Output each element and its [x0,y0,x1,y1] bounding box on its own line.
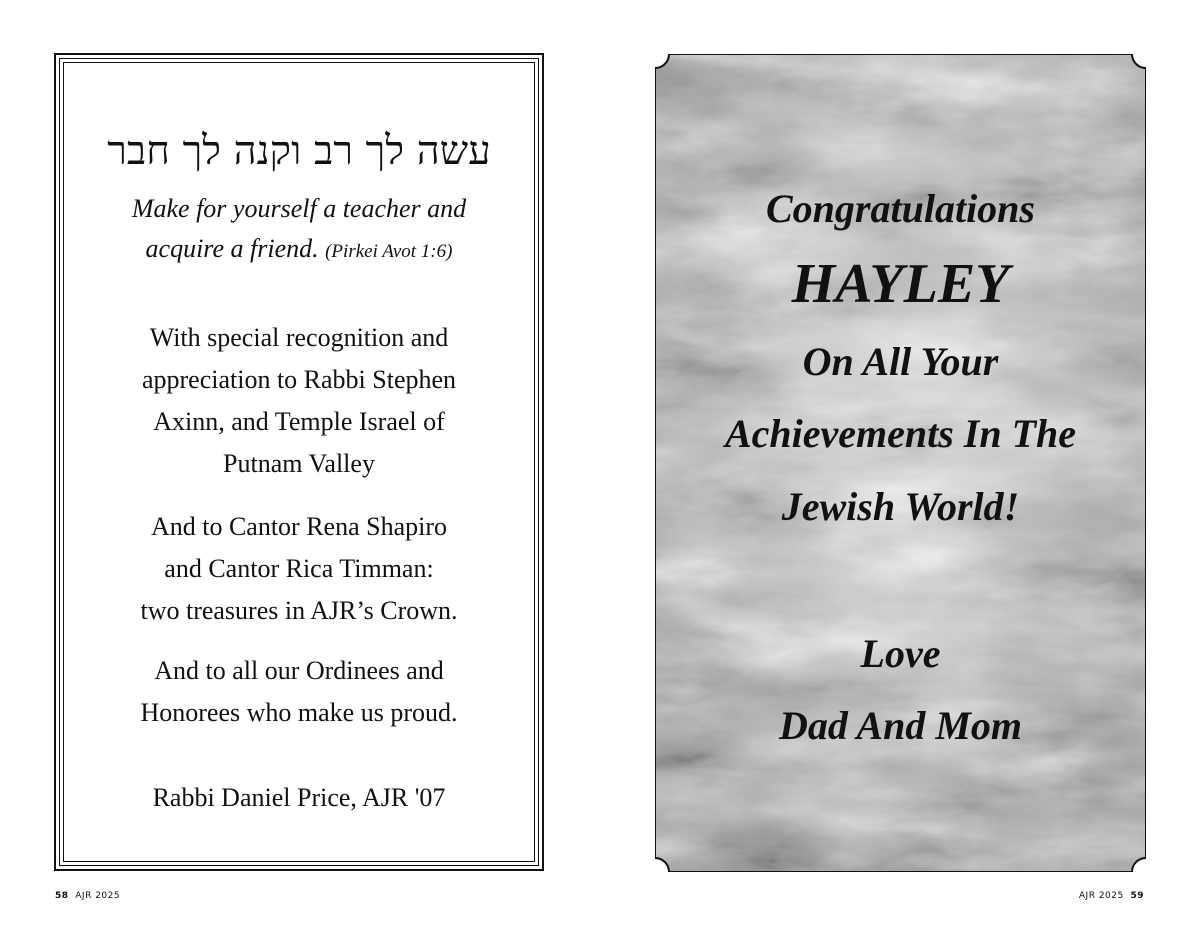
right-page-number: 59 [1130,891,1144,901]
from-text: Dad And Mom [778,703,1022,748]
cantors-line-1: And to Cantor Rena Shapiro [150,512,448,541]
translation-line-2-text: acquire a friend. [145,234,319,263]
ordinees-line-1: And to all our Ordinees and [154,656,444,685]
left-ad-content [74,63,524,861]
hebrew-quote: עשה לך רב וקנה לך חבר [107,128,491,174]
cantors-line-2: and Cantor Rica Timman: [164,554,434,583]
translation-line-1: Make for yourself a teacher and [131,194,467,223]
message-line-5: Jewish World! [781,484,1020,529]
right-ad [655,54,1146,872]
left-ad-inner-border [63,62,535,862]
message-line-3: On All Your [802,339,999,384]
recognition-line-4: Putnam Valley [223,449,375,478]
left-publication: AJR 2025 [75,891,121,901]
cantors-paragraph [74,506,524,632]
congratulations-text: Congratulations [765,186,1035,231]
recognition-paragraph [74,317,524,485]
honoree-name: HAYLEY [791,253,1010,315]
love-text: Love [860,631,941,676]
recognition-line-2: appreciation to Rabbi Stephen [141,365,457,394]
quote-citation: (Pirkei Avot 1:6) [325,241,453,262]
translation-line-2 [74,229,524,272]
left-ad-middle-border [59,58,539,866]
quote-translation [74,189,524,272]
left-page-number: 58 [55,891,69,901]
ordinees-line-2: Honorees who make us proud. [140,698,458,727]
left-page-footer [55,891,120,901]
cantors-line-3: two treasures in AJR’s Crown. [140,596,458,625]
right-page-footer [1079,891,1144,901]
ordinees-paragraph [74,650,524,734]
message-line-4: Achievements In The [724,411,1077,456]
recognition-line-1: With special recognition and [149,323,449,352]
right-publication: AJR 2025 [1078,891,1124,901]
signature: Rabbi Daniel Price, AJR '07 [152,783,446,812]
left-ad-frame [54,53,544,871]
recognition-line-3: Axinn, and Temple Israel of [153,407,445,436]
right-ad-message [655,54,1146,872]
